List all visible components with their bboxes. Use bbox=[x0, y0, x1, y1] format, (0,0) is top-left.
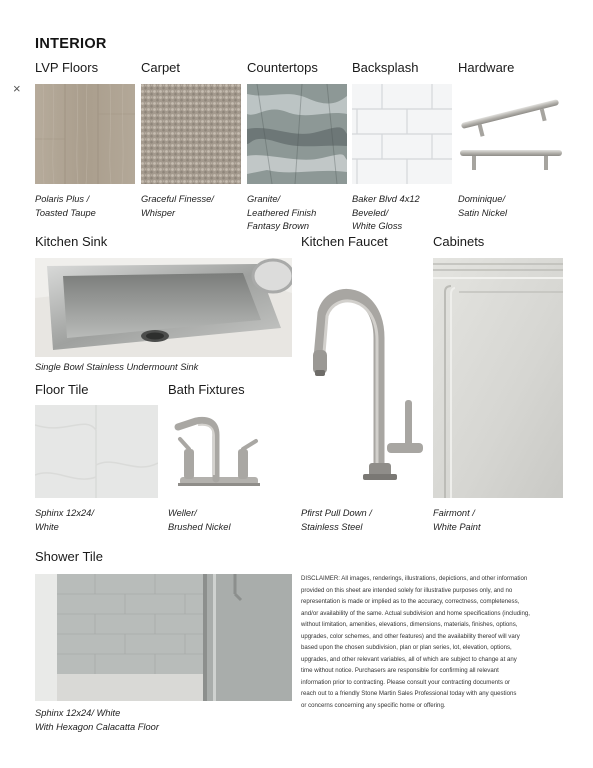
caption-line: Weller/ bbox=[168, 508, 197, 518]
floor-tile-caption bbox=[35, 507, 94, 534]
lvp-floors-caption bbox=[35, 193, 96, 220]
disclaimer-line: upgrades, color schemes, and other features) and the availability thereof will vary bbox=[301, 632, 520, 640]
carpet-caption bbox=[141, 193, 214, 220]
floor-tile-label: Floor Tile bbox=[35, 382, 89, 397]
backsplash-swatch bbox=[352, 84, 452, 184]
disclaimer-line: without limitation, amenities, elevations, dimensions, materials, finishes, options, bbox=[301, 621, 518, 628]
kitchen-sink-image bbox=[35, 258, 292, 357]
kitchen-sink-label: Kitchen Sink bbox=[35, 234, 108, 249]
lvp-floors-swatch bbox=[35, 84, 135, 184]
caption-line: Leathered Finish bbox=[247, 207, 317, 218]
disclaimer-line: and/or availability of the same. Actual subdivision and home specifications (including, bbox=[301, 609, 530, 617]
disclaimer-line: or concerns concerning any specific home or offering. bbox=[301, 701, 446, 709]
backsplash-label: Backsplash bbox=[352, 60, 419, 75]
floor-tile-swatch bbox=[35, 405, 158, 498]
caption-line: Stainless Steel bbox=[301, 521, 363, 532]
hardware-caption bbox=[458, 193, 507, 220]
caption-line: White Gloss bbox=[352, 221, 403, 231]
disclaimer-line: based upon the chosen subdivision, plan or plan series, lot, elevation, options, bbox=[301, 644, 512, 651]
kitchen-faucet-label: Kitchen Faucet bbox=[301, 234, 388, 249]
disclaimer-line: representation is made or implied as to the accuracy, correctness, completeness, bbox=[301, 598, 520, 605]
caption-line: White bbox=[35, 521, 59, 532]
kitchen-faucet-caption bbox=[301, 507, 372, 534]
close-icon[interactable]: × bbox=[13, 81, 21, 96]
shower-tile-label: Shower Tile bbox=[35, 549, 103, 564]
carpet-label: Carpet bbox=[141, 60, 181, 75]
caption-line: Fairmont / bbox=[433, 508, 475, 518]
caption-line: Granite/ bbox=[247, 194, 281, 204]
bath-fixtures-label: Bath Fixtures bbox=[168, 382, 245, 397]
bath-fixtures-caption bbox=[168, 507, 231, 534]
caption-line: Brushed Nickel bbox=[168, 521, 231, 532]
cabinets-caption bbox=[433, 507, 481, 534]
hardware-pulls-image bbox=[458, 84, 563, 184]
caption-line: Beveled/ bbox=[352, 207, 389, 218]
disclaimer-line: time without notice. Purchasers are responsible for confirming all relevant bbox=[301, 667, 499, 674]
backsplash-caption bbox=[352, 193, 420, 234]
disclaimer-line: upgrades, and other relevant variables, all of which are subject to change at any bbox=[301, 655, 517, 663]
page-title: INTERIOR bbox=[35, 36, 107, 52]
caption-line: Satin Nickel bbox=[458, 207, 508, 218]
cabinets-label: Cabinets bbox=[433, 234, 485, 249]
cabinets-swatch bbox=[433, 258, 563, 498]
bath-fixtures-image bbox=[168, 405, 268, 498]
kitchen-sink-caption: Single Bowl Stainless Undermount Sink bbox=[35, 362, 199, 372]
lvp-floors-label: LVP Floors bbox=[35, 60, 99, 75]
caption-line: Polaris Plus / bbox=[35, 194, 90, 204]
countertops-swatch bbox=[247, 84, 347, 184]
caption-line: With Hexagon Calacatta Floor bbox=[35, 721, 159, 732]
caption-line: Pfirst Pull Down / bbox=[301, 508, 372, 518]
caption-line: Dominique/ bbox=[458, 194, 506, 204]
shower-tile-image bbox=[35, 574, 292, 701]
countertops-label: Countertops bbox=[247, 60, 318, 75]
disclaimer-line: reach out to a friendly Stone Martin Sales Professional today with any questions bbox=[301, 690, 517, 697]
disclaimer-text bbox=[301, 573, 563, 711]
caption-line: Fantasy Brown bbox=[247, 221, 310, 231]
caption-line: White Paint bbox=[433, 521, 481, 532]
carpet-swatch bbox=[141, 84, 241, 184]
disclaimer-line: provided on this sheet are intended solely for illustrative purposes only, and no bbox=[301, 586, 513, 594]
caption-line: Whisper bbox=[141, 207, 176, 218]
countertops-caption bbox=[247, 193, 316, 234]
caption-line: Toasted Taupe bbox=[35, 207, 96, 218]
hardware-label: Hardware bbox=[458, 60, 515, 75]
disclaimer-line: information prior to contracting. Please consult your contracting documents or bbox=[301, 678, 510, 686]
disclaimer-line: DISCLAIMER: All images, renderings, illustrations, depictions, and other information bbox=[301, 575, 528, 582]
kitchen-faucet-image bbox=[301, 258, 427, 498]
shower-tile-caption bbox=[35, 707, 159, 734]
caption-line: Graceful Finesse/ bbox=[141, 194, 214, 204]
caption-line: Sphinx 12x24/ White bbox=[35, 708, 121, 718]
caption-line: Baker Blvd 4x12 bbox=[352, 194, 420, 204]
caption-line: Sphinx 12x24/ bbox=[35, 508, 94, 518]
